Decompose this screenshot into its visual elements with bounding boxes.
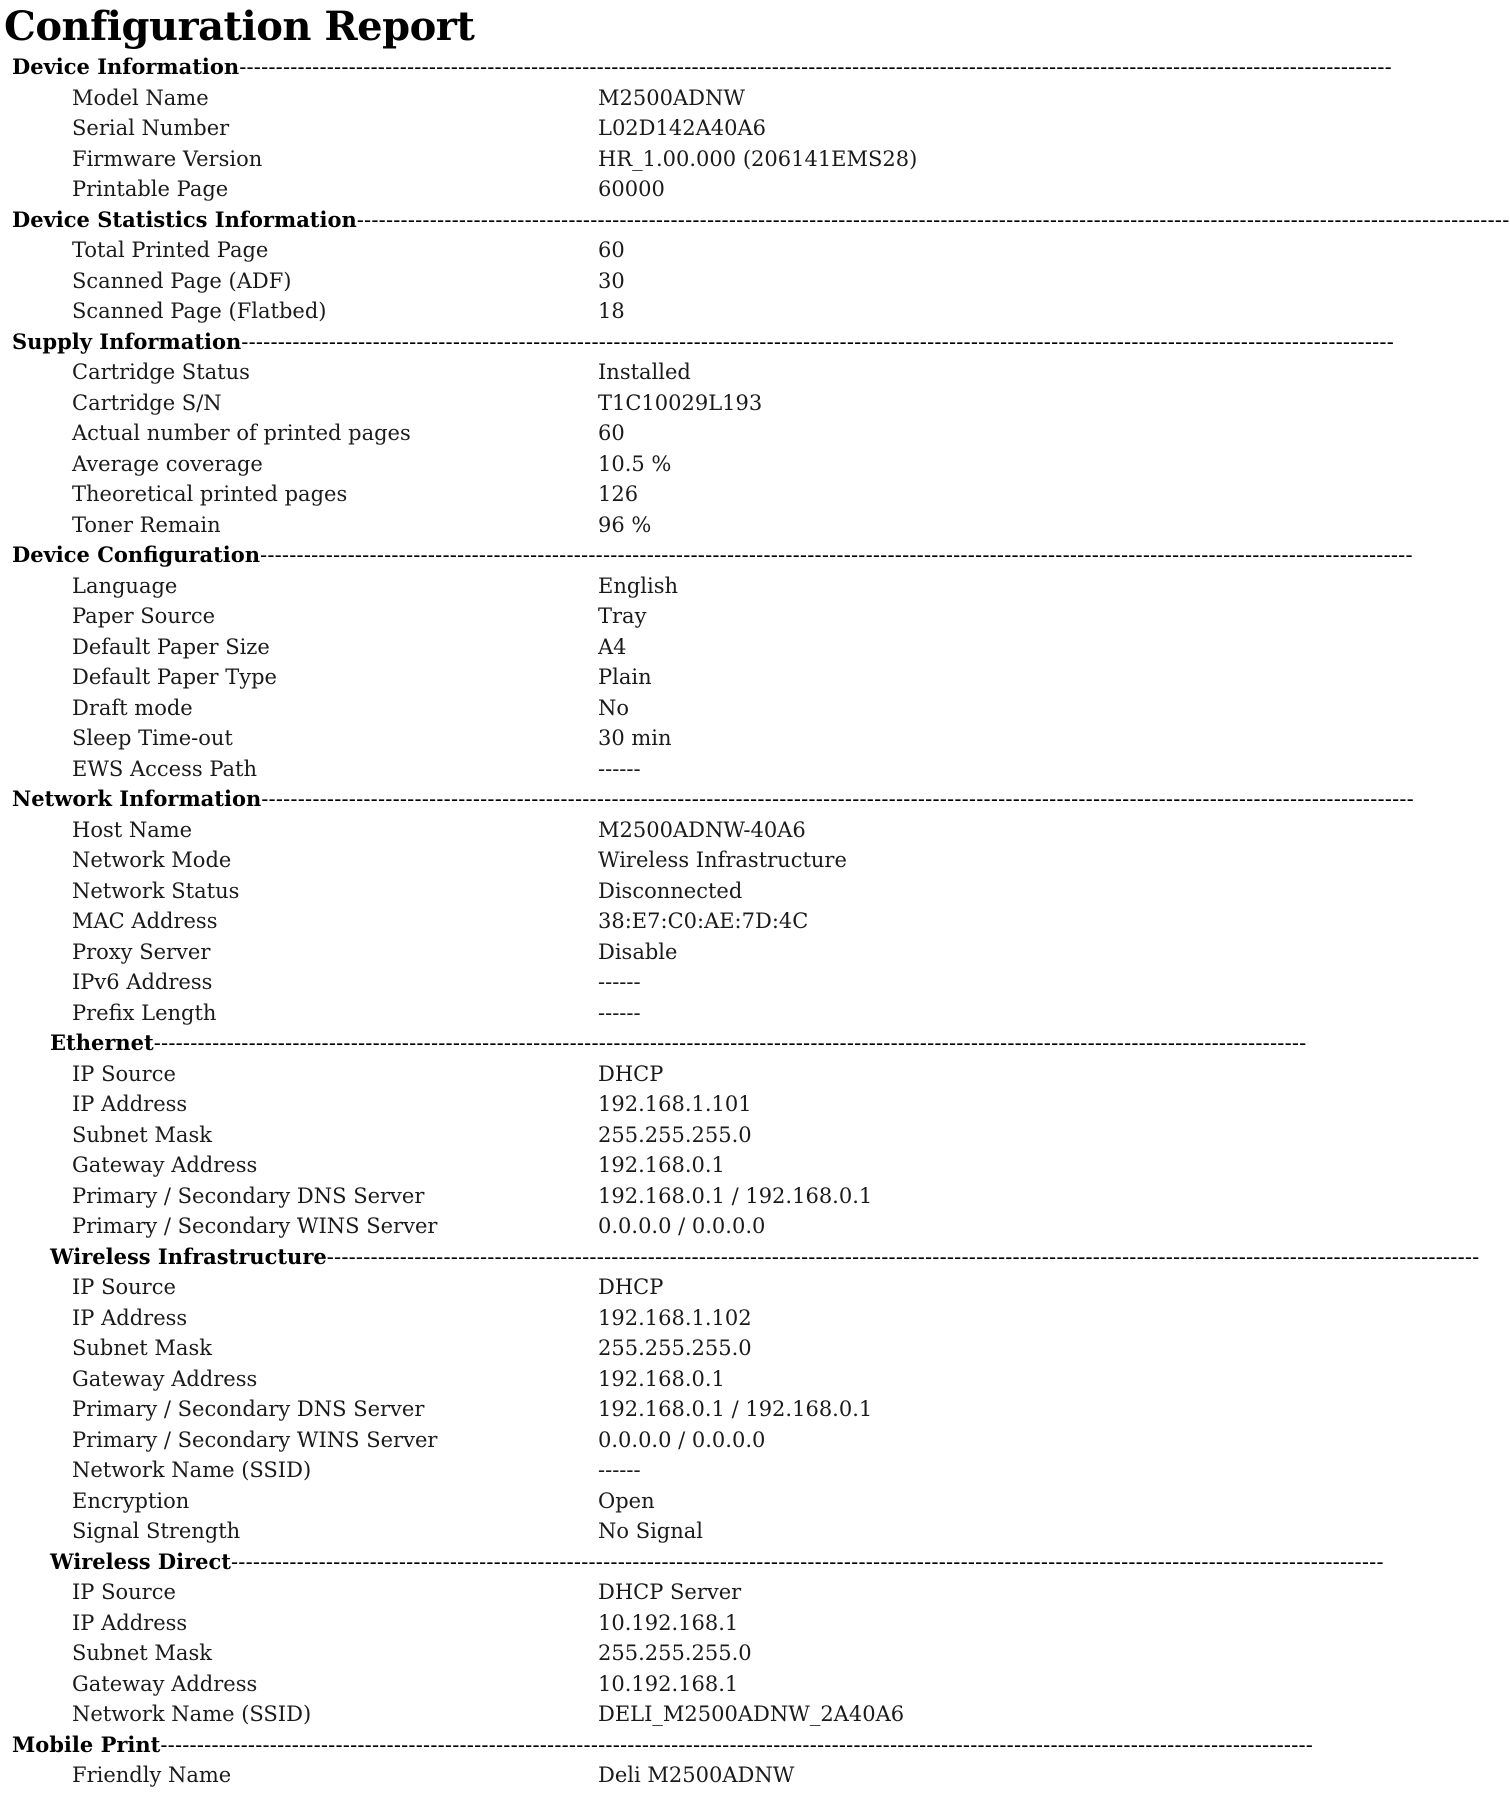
field-value: 255.255.255.0: [598, 1641, 752, 1665]
field-label: Draft mode: [72, 695, 193, 720]
report-title: Configuration Report: [4, 3, 475, 50]
field-label: Toner Remain: [72, 512, 221, 537]
report-row: [0, 266, 910, 296]
report-row: [0, 357, 910, 387]
section-title: Device Information: [12, 54, 240, 79]
field-value: 60: [598, 421, 625, 445]
field-label: IP Address: [72, 1610, 188, 1635]
field-label: Prefix Length: [72, 1000, 217, 1025]
field-label: Cartridge S/N: [72, 390, 222, 415]
field-label: IP Source: [72, 1061, 176, 1086]
section-divider: --------------------------------------------------------------------------------------------------------------------------------------------------------------: [261, 787, 1414, 811]
field-value: 192.168.1.102: [598, 1305, 752, 1330]
field-label: Friendly Name: [72, 1763, 232, 1787]
field-value: English: [598, 573, 679, 598]
report-row: [0, 1455, 910, 1485]
section-title: Ethernet: [50, 1030, 154, 1055]
section-title: Supply Information: [12, 328, 242, 354]
report-row: [0, 1486, 910, 1516]
field-value: 10.5 %: [598, 451, 672, 476]
field-label: Default Paper Size: [72, 634, 270, 659]
report-row: [0, 144, 918, 174]
field-label: Serial Number: [72, 116, 230, 140]
field-value: Open: [598, 1488, 655, 1513]
report-row: [0, 601, 910, 631]
field-label: IPv6 Address: [72, 970, 213, 994]
report-row: [0, 1211, 910, 1241]
field-label: IP Source: [72, 1580, 176, 1604]
section-header-network-information: [12, 784, 1414, 814]
report-row: [0, 388, 910, 418]
report-row: [0, 1669, 910, 1699]
section-divider: --------------------------------------------------------------------------------------------------------------------------------------------------------------: [231, 1549, 1384, 1574]
report-row: [0, 967, 910, 997]
field-label: Language: [72, 573, 178, 598]
report-row: [0, 1425, 910, 1455]
report-row: [0, 937, 910, 967]
field-label: Gateway Address: [72, 1366, 258, 1391]
section-header-device-statistics-information: [12, 205, 1510, 235]
report-row: [0, 1181, 910, 1211]
report-row: [0, 1516, 910, 1546]
field-value: Installed: [598, 360, 691, 384]
field-value: M2500ADNW: [598, 85, 745, 110]
section-header-supply-information: [12, 327, 1395, 357]
field-value: 192.168.1.101: [598, 1092, 752, 1116]
report-row: [0, 754, 910, 784]
field-label: Total Printed Page: [72, 238, 269, 262]
field-label: Average coverage: [72, 451, 263, 476]
field-value: DHCP: [598, 1061, 664, 1086]
section-title: Device Configuration: [12, 542, 261, 567]
field-label: Sleep Time-out: [72, 726, 233, 750]
field-label: Network Name (SSID): [72, 1458, 312, 1482]
field-value: ------: [598, 970, 641, 994]
field-value: ------: [598, 756, 641, 781]
field-value: 30: [598, 268, 625, 293]
field-label: Printable Page: [72, 177, 229, 201]
field-value: Wireless Infrastructure: [598, 848, 847, 872]
field-label: IP Address: [72, 1092, 188, 1116]
report-row: [0, 632, 910, 662]
section-title: Wireless Infrastructure: [50, 1243, 327, 1269]
field-label: Cartridge Status: [72, 360, 250, 384]
section-header-device-configuration: [12, 540, 1413, 570]
report-row: [0, 1089, 910, 1119]
field-value: Disable: [598, 939, 678, 964]
field-value: Disconnected: [598, 878, 743, 903]
report-row: [0, 845, 910, 875]
field-label: IP Source: [72, 1275, 176, 1299]
field-label: IP Address: [72, 1305, 188, 1330]
field-value: Plain: [598, 665, 652, 689]
field-value: DHCP Server: [598, 1580, 742, 1604]
field-value: No: [598, 695, 630, 720]
field-label: Model Name: [72, 85, 209, 110]
section-header-ethernet: [50, 1028, 1307, 1058]
field-label: Proxy Server: [72, 939, 211, 964]
field-label: Host Name: [72, 817, 193, 842]
field-value: T1C10029L193: [598, 390, 763, 415]
field-label: Primary / Secondary WINS Server: [72, 1427, 438, 1452]
field-value: 192.168.0.1 / 192.168.0.1: [598, 1183, 873, 1208]
field-label: Subnet Mask: [72, 1336, 212, 1360]
section-divider: --------------------------------------------------------------------------------------------------------------------------------------------------------------: [356, 207, 1510, 232]
field-value: 192.168.0.1 / 192.168.0.1: [598, 1397, 873, 1421]
report-row: [0, 1638, 910, 1668]
field-label: Default Paper Type: [72, 665, 277, 689]
section-header-wireless-direct: [50, 1547, 1384, 1577]
field-value: 192.168.0.1: [598, 1153, 725, 1177]
section-divider: --------------------------------------------------------------------------------------------------------------------------------------------------------------: [260, 543, 1413, 567]
field-value: A4: [598, 634, 627, 659]
section-header-mobile-print: [12, 1730, 1314, 1760]
field-label: MAC Address: [72, 909, 218, 933]
report-row: [0, 418, 910, 448]
field-value: DELI_M2500ADNW_2A40A6: [598, 1702, 905, 1726]
section-title: Network Information: [12, 786, 262, 811]
field-value: ------: [598, 1000, 641, 1025]
field-label: Scanned Page (Flatbed): [72, 299, 327, 323]
report-row: [0, 1333, 910, 1363]
field-value: 255.255.255.0: [598, 1336, 752, 1360]
field-value: DHCP: [598, 1275, 664, 1299]
report-row: [0, 479, 910, 509]
report-row: [0, 1608, 910, 1638]
field-value: 60000: [598, 177, 665, 201]
section-header-wireless-infrastructure: [50, 1242, 1480, 1272]
field-label: Theoretical printed pages: [72, 482, 348, 506]
report-row: [0, 723, 910, 753]
field-value: 18: [598, 299, 625, 323]
section-divider: --------------------------------------------------------------------------------------------------------------------------------------------------------------: [153, 1031, 1307, 1055]
field-value: 10.192.168.1: [598, 1610, 739, 1635]
field-value: Tray: [598, 604, 647, 628]
report-row: [0, 113, 910, 143]
report-row: [0, 1394, 910, 1424]
field-label: Encryption: [72, 1488, 190, 1513]
field-value: 0.0.0.0 / 0.0.0.0: [598, 1214, 766, 1238]
field-value: 96 %: [598, 512, 652, 537]
field-value: 192.168.0.1: [598, 1366, 725, 1391]
field-value: HR_1.00.000 (206141EMS28): [598, 146, 918, 171]
field-label: Scanned Page (ADF): [72, 268, 292, 293]
report-row: [0, 1699, 910, 1729]
field-value: 38:E7:C0:AE:7D:4C: [598, 909, 809, 933]
field-label: Primary / Secondary DNS Server: [72, 1183, 425, 1208]
report-row: [0, 815, 910, 845]
report-row: [0, 1120, 910, 1150]
section-title: Device Statistics Information: [12, 206, 357, 232]
field-value: 10.192.168.1: [598, 1671, 739, 1696]
field-value: 60: [598, 238, 625, 262]
section-title: Mobile Print: [12, 1731, 161, 1757]
report-row: [0, 1150, 910, 1180]
report-row: [0, 174, 910, 204]
section-divider: --------------------------------------------------------------------------------------------------------------------------------------------------------------: [239, 55, 1392, 79]
report-row: [0, 571, 910, 601]
report-row: [0, 83, 910, 113]
section-divider: --------------------------------------------------------------------------------------------------------------------------------------------------------------: [160, 1732, 1314, 1757]
field-label: Primary / Secondary DNS Server: [72, 1397, 425, 1421]
field-label: Subnet Mask: [72, 1641, 212, 1665]
report-row: [0, 906, 910, 936]
field-value: Deli M2500ADNW: [598, 1763, 795, 1787]
report-row: [0, 1303, 910, 1333]
field-label: Subnet Mask: [72, 1122, 212, 1147]
report-row: [0, 1364, 910, 1394]
field-label: Firmware Version: [72, 146, 263, 171]
report-row: [0, 1272, 910, 1302]
field-label: Actual number of printed pages: [72, 421, 411, 445]
field-label: EWS Access Path: [72, 756, 257, 781]
report-row: [0, 235, 910, 265]
report-row: [0, 998, 910, 1028]
field-value: L02D142A40A6: [598, 116, 766, 140]
field-label: Signal Strength: [72, 1519, 241, 1543]
field-value: 126: [598, 482, 639, 506]
field-label: Network Name (SSID): [72, 1702, 312, 1726]
field-label: Paper Source: [72, 604, 216, 628]
field-label: Primary / Secondary WINS Server: [72, 1214, 438, 1238]
field-value: ------: [598, 1458, 641, 1482]
field-label: Gateway Address: [72, 1671, 258, 1696]
report-row: [0, 1760, 910, 1790]
report-row: [0, 662, 910, 692]
field-value: 255.255.255.0: [598, 1122, 752, 1147]
report-row: [0, 510, 910, 540]
section-title: Wireless Direct: [50, 1548, 232, 1574]
field-value: 30 min: [598, 726, 672, 750]
section-divider: --------------------------------------------------------------------------------------------------------------------------------------------------------------: [326, 1244, 1480, 1269]
report-row: [0, 449, 910, 479]
section-header-device-information: [12, 52, 1392, 82]
report-row: [0, 1059, 910, 1089]
field-value: M2500ADNW-40A6: [598, 817, 806, 842]
field-value: No Signal: [598, 1519, 703, 1543]
field-label: Gateway Address: [72, 1153, 258, 1177]
report-row: [0, 876, 910, 906]
report-row: [0, 1577, 910, 1607]
report-row: [0, 693, 910, 723]
section-divider: --------------------------------------------------------------------------------------------------------------------------------------------------------------: [241, 329, 1395, 354]
field-label: Network Mode: [72, 848, 232, 872]
field-value: 0.0.0.0 / 0.0.0.0: [598, 1427, 766, 1452]
report-row: [0, 296, 910, 326]
field-label: Network Status: [72, 878, 240, 903]
